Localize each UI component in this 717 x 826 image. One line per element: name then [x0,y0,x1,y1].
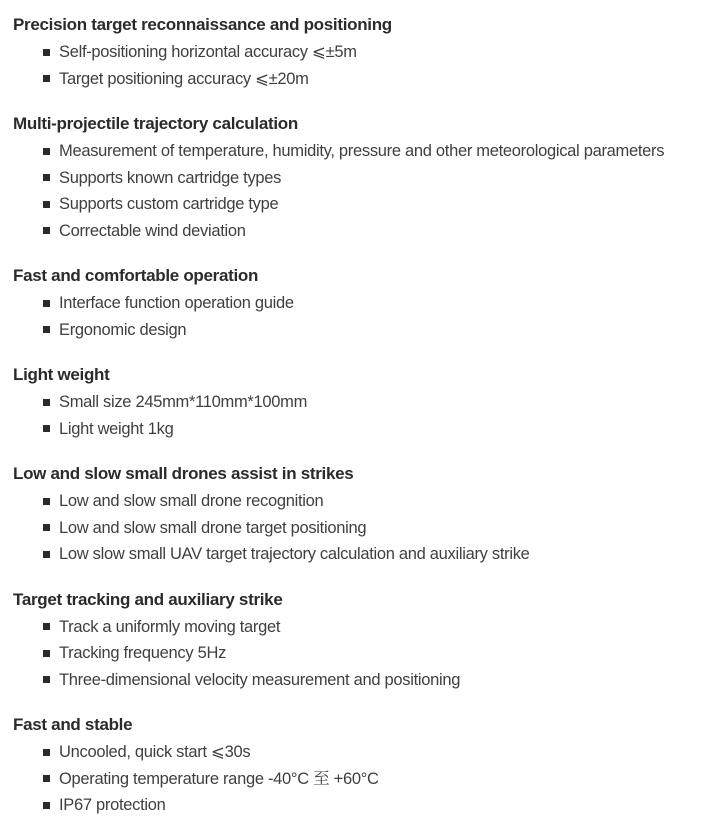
section-comfortable-operation [13,263,713,343]
list-item [13,317,713,344]
feature-list [13,389,713,442]
section-heading: Low and slow small drones assist in strikes [13,464,354,483]
list-item-text: Track a uniformly moving target [59,617,281,636]
list-item-text: Uncooled, quick start ⩽30s [59,743,251,761]
list-item-text: Self-positioning horizontal accuracy ⩽±5m [59,43,357,61]
bullet-square-icon [43,326,50,333]
section-heading: Fast and comfortable operation [13,266,259,285]
section-fast-stable [13,712,713,819]
list-item [13,389,713,416]
list-item [13,739,713,766]
list-item-text: IP67 protection [59,796,166,814]
bullet-square-icon [43,775,50,782]
bullet-square-icon [43,524,50,531]
bullet-square-icon [43,802,50,809]
list-item [13,39,713,66]
list-item-text: Three-dimensional velocity measurement and positioning [59,670,461,689]
section-heading: Precision target reconnaissance and positioning [13,15,392,34]
bullet-square-icon [43,201,50,208]
list-item [13,488,713,515]
list-item [13,766,713,793]
list-item-text: Small size 245mm*110mm*100mm [59,393,308,411]
feature-list [13,739,713,819]
section-heading: Light weight [13,365,110,384]
bullet-square-icon [43,425,50,432]
section-precision-reconnaissance [13,12,713,92]
list-item-text: Low slow small UAV target trajectory calculation and auxiliary strike [59,545,530,563]
list-item-text: Measurement of temperature, humidity, pressure and other meteorological parameters [59,142,665,160]
list-item-text: Ergonomic design [59,320,187,339]
list-item-text: Correctable wind deviation [59,221,246,240]
list-item-text: Interface function operation guide [59,294,294,312]
list-item [13,66,713,93]
bullet-square-icon [43,399,50,406]
feature-list [13,138,713,244]
list-item [13,191,713,218]
bullet-square-icon [43,75,50,82]
list-item [13,416,713,443]
bullet-square-icon [43,623,50,630]
bullet-square-icon [43,498,50,505]
list-item-text: Tracking frequency 5Hz [59,644,227,662]
feature-list [13,488,713,568]
list-item-text: Operating temperature range -40°C 至 +60°C [59,769,379,788]
bullet-square-icon [43,49,50,56]
feature-list [13,39,713,92]
bullet-square-icon [43,227,50,234]
feature-list [13,614,713,694]
section-heading: Fast and stable [13,715,133,734]
bullet-square-icon [43,148,50,155]
section-drone-assist [13,461,713,568]
section-heading: Target tracking and auxiliary strike [13,589,283,609]
list-item [13,614,713,641]
section-trajectory-calculation [13,111,713,244]
list-item [13,640,713,667]
list-item-text: Low and slow small drone recognition [59,492,324,510]
section-light-weight [13,362,713,442]
bullet-square-icon [43,676,50,683]
list-item [13,792,713,819]
bullet-square-icon [43,749,50,756]
list-item-text: Low and slow small drone target positioning [59,518,367,537]
list-item [13,667,713,694]
list-item [13,165,713,192]
list-item [13,290,713,317]
list-item [13,218,713,245]
bullet-square-icon [43,650,50,657]
list-item-text: Supports custom cartridge type [59,195,279,213]
list-item-text: Supports known cartridge types [59,168,282,187]
list-item-text: Light weight 1kg [59,419,174,438]
list-item [13,138,713,165]
section-heading: Multi-projectile trajectory calculation [13,114,298,133]
bullet-square-icon [43,551,50,558]
bullet-square-icon [43,300,50,307]
list-item-text: Target positioning accuracy ⩽±20m [59,69,309,88]
list-item [13,515,713,542]
feature-list [13,290,713,343]
list-item [13,541,713,568]
bullet-square-icon [43,174,50,181]
section-target-tracking [13,587,713,694]
